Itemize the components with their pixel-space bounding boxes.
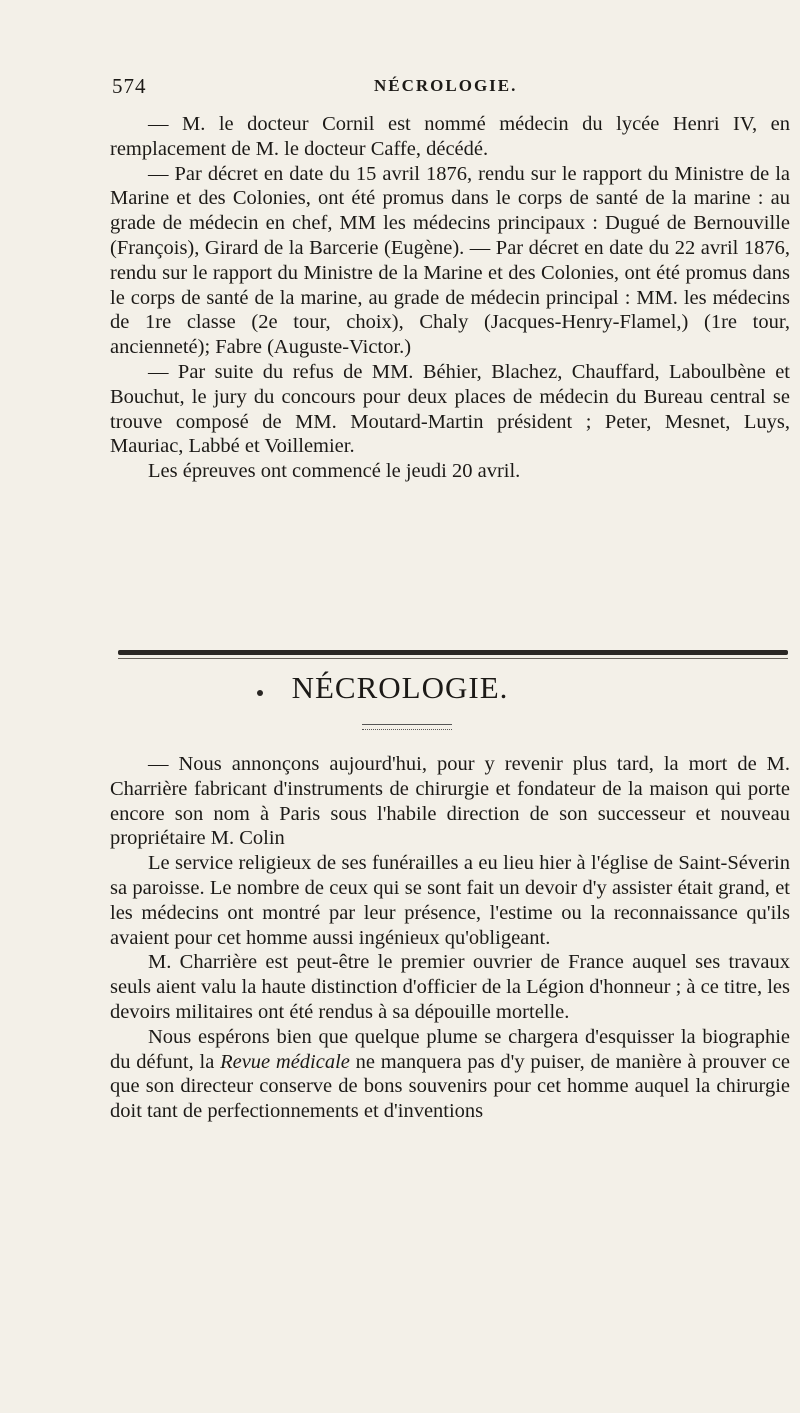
biography-text-end: ne manquera pas d'y puiser, de manière à prouver ce que son directeur conserve de bons souvenirs pour cet homme auquel la chirurgie doit tant de perfectionnements et d'inventions — [110, 1050, 790, 1123]
paragraph-legion: M. Charrière est peut-être le premier ouvrier de France auquel ses travaux seuls aient valu la haute distinction d'officier de la Légion d'honneur ; à ce titre, les devoirs militaires ont été rendus à sa dépouille mortelle. — [110, 951, 790, 1023]
section-divider-thick — [118, 650, 788, 655]
paragraph-jury: — Par suite du refus de MM. Béhier, Blachez, Chauffard, Laboulbène et Bouchut, le jury du concours pour deux places de médecin du Bureau central se trouve composé de MM. Moutard-Martin président ; Peter, Mesnet, Luys, Mauriac, Labbé et Voillemier. — [110, 360, 790, 458]
running-head: NÉCROLOGIE. — [374, 76, 518, 95]
paragraph-cornil: — M. le docteur Cornil est nommé médecin du lycée Henri IV, en remplacement de M. le docteur Caffe, décédé. — [110, 113, 790, 160]
paragraph-funeral: Le service religieux de ses funérailles a eu lieu hier à l'église de Saint-Séverin sa paroisse. Le nombre de ceux qui se sont fait un devoir d'y assister était grand, et les médecins ont montré par leur présence, l'estime ou la reconnaissance qu'ils avaient pour cet homme aussi ingénieux qu'obligeant. — [110, 852, 790, 949]
news-section — [110, 112, 790, 484]
biography-text-start: Nous espérons bien que quelque plume se chargera d'esquisser la biographie du défunt, la — [110, 1025, 790, 1073]
paragraph-exams: Les épreuves ont commencé le jeudi 20 avril. — [148, 460, 521, 483]
title-ornament — [362, 724, 452, 730]
paragraph-biography — [110, 1025, 790, 1124]
section-divider-thin — [118, 658, 788, 659]
paragraph-charriere-death: — Nous annonçons aujourd'hui, pour y revenir plus tard, la mort de M. Charrière fabricant d'instruments de chirurgie et fondateur de la maison qui porte encore son nom à Paris sous l'habile direction de son successeur et nouveau propriétaire M. Colin — [110, 753, 790, 850]
page-number: 574 — [112, 74, 147, 98]
obituary-section — [110, 752, 790, 1124]
page-header — [112, 74, 788, 104]
section-title: NÉCROLOGIE. — [291, 670, 509, 705]
journal-title: Revue médicale — [220, 1050, 350, 1073]
paragraph-marine-decree: — Par décret en date du 15 avril 1876, rendu sur le rapport du Ministre de la Marine et des Colonies, ont été promus dans le corps de santé de la marine : au grade de médecin en chef, MM les médecins principaux : Dugué de Bernouville (François), Girard de la Barcerie (Eugène). — Par décret en date du 22 avril 1876, rendu sur le rapport du Ministre de la Marine et des Colonies, ont été promus dans le corps de santé de la marine, au grade de médecin principal : MM. les médecins de 1re classe (2e tour, choix), Chaly (Jacques-Henry-Flamel,) (1re tour, ancienneté); Fabre (Auguste-Victor.) — [110, 162, 790, 359]
